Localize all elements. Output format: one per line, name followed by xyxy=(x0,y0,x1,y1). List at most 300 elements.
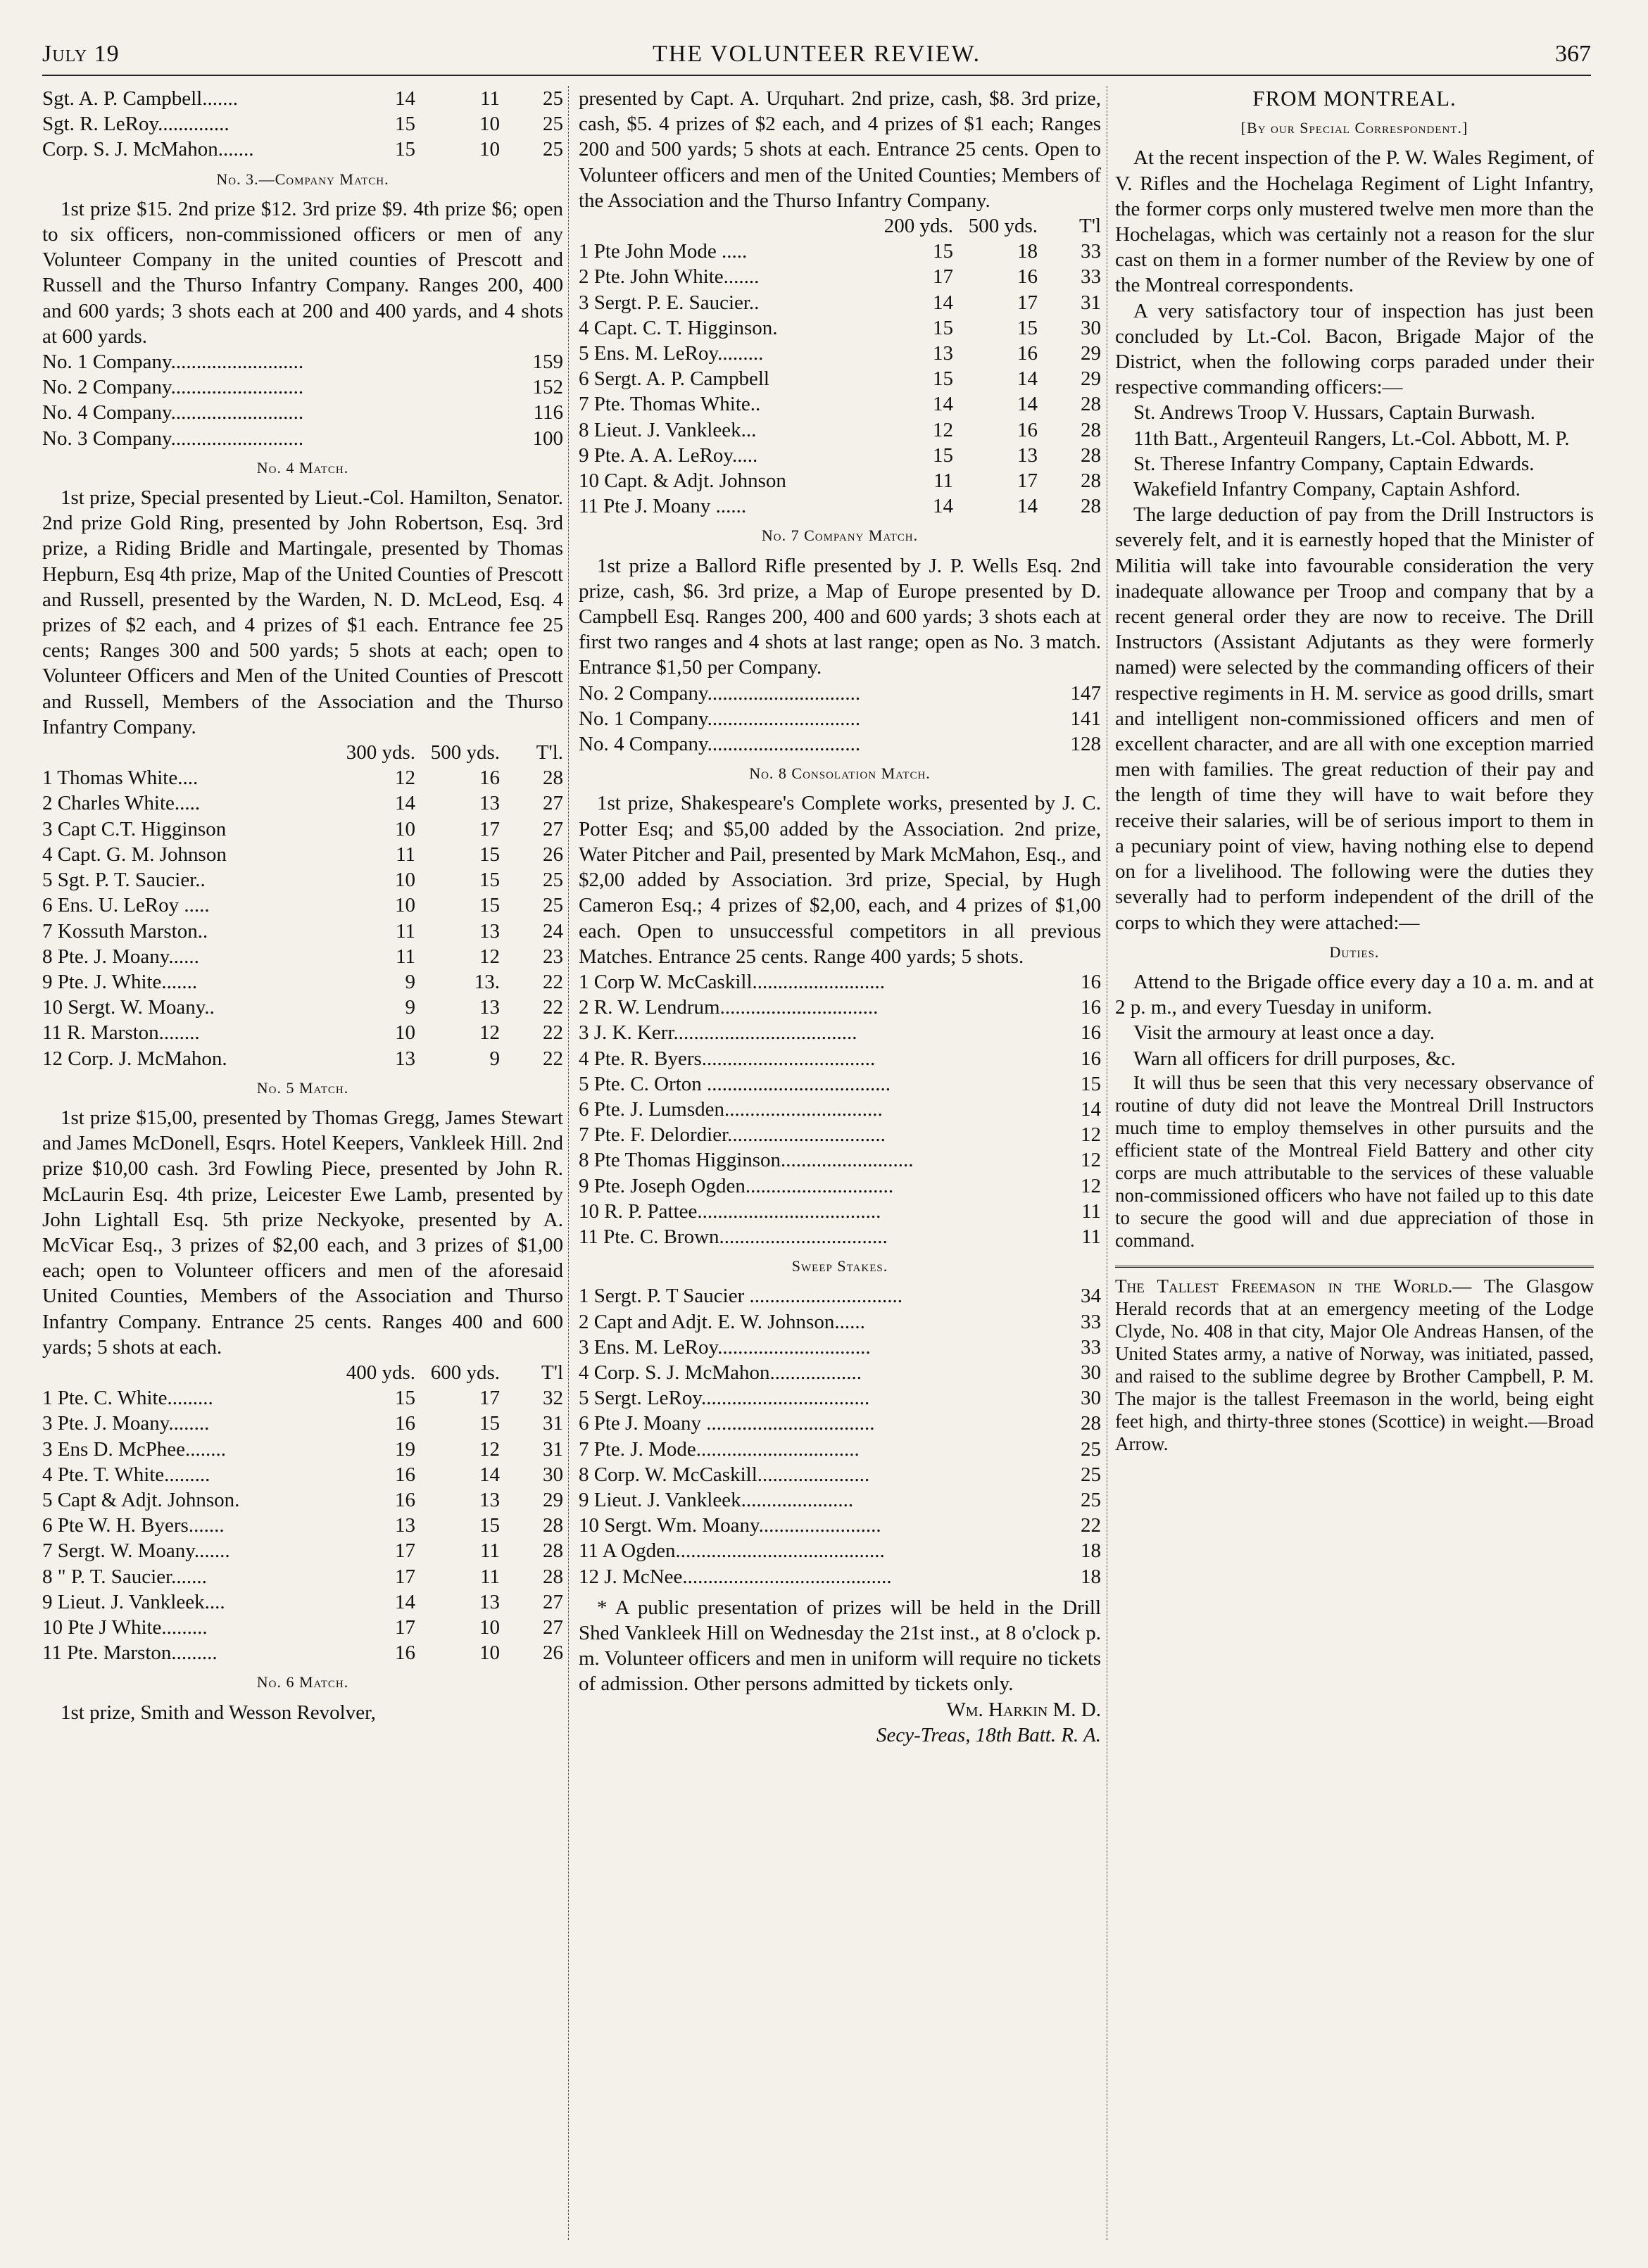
score-total: 25 xyxy=(1081,1488,1101,1511)
score-b: 17 xyxy=(479,1387,500,1410)
competitor-name: 8 " P. T. Saucier....... xyxy=(42,1565,207,1588)
competitor-name: 12 Corp. J. McMahon. xyxy=(42,1047,227,1070)
score-total: 33 xyxy=(1081,240,1101,263)
score-total: 28 xyxy=(1081,443,1101,467)
freemason-lead: The Tallest Freemason in the World.— xyxy=(1115,1275,1472,1297)
score-a: 17 xyxy=(933,265,953,289)
table-row xyxy=(579,1147,1101,1173)
competitor-name: 2 R. W. Lendrum............................... xyxy=(579,996,879,1019)
no3-text: 1st prize $15. 2nd prize $12. 3rd prize $9. 4th prize $6; open to six officers, non-commissioned officers or men of any Volunteer Company in the united counties of Prescott and Russell and the Thurso Infantry Company. Ranges 200, 400 and 600 yards; 3 shots each at 200 and 400 yards, and 4 shots at 600 yards. xyxy=(42,197,563,348)
score-total: 15 xyxy=(1081,1072,1101,1095)
competitor-name: 4 Pte. R. Byers.................................. xyxy=(579,1047,876,1070)
article-paragraph: 11th Batt., Argenteuil Rangers, Lt.-Col. Abbott, M. P. xyxy=(1133,427,1570,450)
article-title: FROM MONTREAL. xyxy=(1252,86,1457,111)
score-total: 12 xyxy=(1081,1149,1101,1172)
score-total: 141 xyxy=(1070,707,1101,730)
col-header-a: 400 yds. xyxy=(346,1361,415,1384)
score-a: 9 xyxy=(405,970,415,993)
competitor-name: 10 Sergt. Wm. Moany........................ xyxy=(579,1514,881,1537)
table-row xyxy=(579,315,1101,341)
no8-results xyxy=(579,969,1101,1249)
score-total: 18 xyxy=(1081,1565,1101,1588)
score-a: 14 xyxy=(933,495,953,518)
score-total: 28 xyxy=(543,1539,563,1563)
score-a: 13 xyxy=(395,1047,415,1070)
score-b: 10 xyxy=(479,113,500,136)
score-total: 22 xyxy=(543,996,563,1019)
table-row xyxy=(42,944,563,969)
score-b: 12 xyxy=(479,945,500,968)
score-total: 33 xyxy=(1081,265,1101,289)
sweep-results xyxy=(579,1283,1101,1589)
score-a: 11 xyxy=(396,945,415,968)
table-row xyxy=(579,493,1101,519)
table-row xyxy=(42,1462,563,1487)
score-b: 17 xyxy=(1017,470,1038,493)
score-total: 28 xyxy=(543,767,563,790)
competitor-name: No. 4 Company.............................. xyxy=(579,733,861,756)
score-total: 24 xyxy=(543,919,563,943)
col-header-a: 300 yds. xyxy=(346,741,415,764)
competitor-name: 6 Sergt. A. P. Campbell xyxy=(579,367,769,391)
score-total: 25 xyxy=(1081,1463,1101,1486)
competitor-name: 2 Pte. John White....... xyxy=(579,265,760,289)
table-row xyxy=(42,995,563,1020)
table-row xyxy=(579,341,1101,366)
score-total: 26 xyxy=(543,843,563,866)
score-a: 10 xyxy=(395,869,415,892)
table-row xyxy=(579,239,1101,264)
competitor-name: 2 Capt and Adjt. E. W. Johnson...... xyxy=(579,1310,865,1333)
score-a: 15 xyxy=(933,316,953,339)
competitor-name: 10 Capt. & Adjt. Johnson xyxy=(579,470,786,493)
competitor-name: 11 Pte. Marston......... xyxy=(42,1642,218,1665)
article-paragraph: A very satisfactory tour of inspection has just been concluded by Lt.-Col. Bacon, Brigade Major of the District, when the following corps paraded under their respective commanding officers:— xyxy=(1115,299,1594,399)
score-a: 15 xyxy=(395,1387,415,1410)
table-row xyxy=(42,1538,563,1563)
score-total: 29 xyxy=(1081,342,1101,365)
competitor-name: 9 Pte. Joseph Ogden............................. xyxy=(579,1174,894,1197)
score-b: 17 xyxy=(479,817,500,840)
score-total: 27 xyxy=(543,1590,563,1613)
table-row xyxy=(579,1283,1101,1309)
header-date: July 19 xyxy=(42,41,120,67)
table-row xyxy=(42,817,563,842)
table-row xyxy=(42,400,563,425)
competitor-name: 3 Sergt. P. E. Saucier.. xyxy=(579,291,760,314)
competitor-name: 3 Capt C.T. Higginson xyxy=(42,817,227,840)
table-row xyxy=(42,1615,563,1640)
table-row xyxy=(42,1046,563,1071)
table-row xyxy=(42,893,563,918)
score-b: 13 xyxy=(1017,443,1038,467)
column-divider-1 xyxy=(568,86,569,2240)
score-total: 27 xyxy=(543,817,563,840)
score-b: 15 xyxy=(479,869,500,892)
table-row xyxy=(42,842,563,867)
competitor-name: 8 Pte Thomas Higginson.......................... xyxy=(579,1149,914,1172)
score-total: 12 xyxy=(1081,1123,1101,1147)
table-row xyxy=(579,1487,1101,1513)
table-row xyxy=(42,426,563,451)
competitor-name: 9 Lieut. J. Vankleek...................... xyxy=(579,1488,854,1511)
table-row xyxy=(579,1538,1101,1563)
competitor-name: 1 Sergt. P. T Saucier .............................. xyxy=(579,1285,902,1308)
page-header xyxy=(42,41,1591,73)
score-total: 12 xyxy=(1081,1174,1101,1197)
score-b: 11 xyxy=(480,1565,500,1588)
no6-continued-text: presented by Capt. A. Urquhart. 2nd prize, cash, $8. 3rd prize, cash, $5. 4 prizes of $2 each, and 4 prizes of $1 each; Ranges 200 and 500 yards; 5 shots at each. Entrance 25 cents. Open to Volunteer officers and men of the United Counties; Members of the Association and the Thurso Infantry Company. xyxy=(579,87,1101,212)
score-total: 22 xyxy=(543,1047,563,1070)
score-a: 11 xyxy=(396,919,415,943)
no5-results xyxy=(42,1385,563,1665)
table-row xyxy=(579,468,1101,493)
table-row xyxy=(579,1564,1101,1589)
competitor-name: 11 R. Marston........ xyxy=(42,1021,200,1045)
score-total: 22 xyxy=(543,970,563,993)
competitor-name: 10 Sergt. W. Moany.. xyxy=(42,996,215,1019)
score-b: 10 xyxy=(479,1615,500,1639)
score-b: 13 xyxy=(479,1590,500,1613)
no5-text: 1st prize $15,00, presented by Thomas Gregg, James Stewart and James McDonell, Esqrs. Hotel Keepers, Vankleek Hill. 2nd prize $10,00 cash. 3rd Fowling Piece, presented by John R. McLaurin Esq. 4th prize, Leicester Ewe Lamb, presented by John Lightall Esq. 5th prize Neckyoke, presented by A. McVicar Esq., 3 prizes of $2,00 each, and 3 prizes of $1,00 each; open to Volunteer officers and men of the aforesaid United Counties, Members of the Association and Thurso Infantry Company. Entrance 25 cents. Ranges 400 and 600 yards; 5 shots at each. xyxy=(42,1106,563,1359)
score-total: 22 xyxy=(1081,1514,1101,1537)
score-b: 13. xyxy=(474,970,500,993)
score-a: 14 xyxy=(933,291,953,314)
no7-results xyxy=(579,681,1101,757)
score-a: 11 xyxy=(396,843,415,866)
score-a: 10 xyxy=(395,1021,415,1045)
no4-text: 1st prize, Special presented by Lieut.-Col. Hamilton, Senator. 2nd prize Gold Ring, presented by John Robertson, Esq. 3rd prize, a Riding Bridle and Martingale, presented by Thomas Hepburn, Esq 4th prize, Map of the United Counties of Prescott and Russell, presented by the Warden, N. D. McLeod, Esq. 4 prizes of $2 each, and 4 prizes of $1 each. Entrance fee 25 cents; Ranges 300 and 500 yards; 5 shots at each; open to Volunteer Officers and Men of the United Counties of Prescott and Russell, Members of the Association and the Thurso Infantry Company. xyxy=(42,486,563,738)
column-3 xyxy=(1115,86,1594,1455)
score-b: 13 xyxy=(479,996,500,1019)
score-a: 16 xyxy=(395,1488,415,1511)
score-total: 31 xyxy=(543,1412,563,1435)
score-a: 14 xyxy=(395,1590,415,1613)
score-b: 16 xyxy=(479,767,500,790)
score-total: 116 xyxy=(533,401,563,424)
table-row xyxy=(579,731,1101,757)
column-1 xyxy=(42,86,563,1725)
score-total: 34 xyxy=(1081,1285,1101,1308)
score-a: 17 xyxy=(395,1565,415,1588)
table-row xyxy=(42,1411,563,1436)
score-total: 23 xyxy=(543,945,563,968)
competitor-name: 7 Kossuth Marston.. xyxy=(42,919,208,943)
col-header-b: 500 yds. xyxy=(968,215,1038,238)
score-total: 28 xyxy=(543,1514,563,1537)
table-row xyxy=(42,349,563,374)
score-total: 16 xyxy=(1081,1047,1101,1070)
table-row xyxy=(579,969,1101,995)
score-a: 15 xyxy=(395,113,415,136)
score-a: 14 xyxy=(395,87,415,110)
table-row xyxy=(579,417,1101,443)
header-page-number: 367 xyxy=(1555,41,1591,67)
score-a: 11 xyxy=(933,470,953,493)
score-b: 15 xyxy=(479,843,500,866)
table-row xyxy=(579,995,1101,1020)
sweep-heading: Sweep Stakes. xyxy=(791,1257,888,1275)
score-total: 22 xyxy=(543,1021,563,1045)
score-b: 13 xyxy=(479,1488,500,1511)
score-total: 29 xyxy=(543,1488,563,1511)
competitor-name: 1 Pte John Mode ..... xyxy=(579,240,748,263)
score-a: 16 xyxy=(395,1642,415,1665)
score-total: 28 xyxy=(1081,1412,1101,1435)
col-header-a: 200 yds. xyxy=(883,215,953,238)
competitor-name: No. 2 Company.............................. xyxy=(579,681,861,705)
score-total: 30 xyxy=(543,1463,563,1486)
score-b: 14 xyxy=(1017,393,1038,416)
duties-heading: Duties. xyxy=(1329,943,1380,961)
competitor-name: 12 J. McNee......................................... xyxy=(579,1565,892,1588)
competitor-name: 9 Pte. A. A. LeRoy..... xyxy=(579,443,758,467)
score-total: 11 xyxy=(1081,1199,1101,1223)
score-total: 16 xyxy=(1081,1021,1101,1045)
score-a: 19 xyxy=(395,1437,415,1461)
score-a: 17 xyxy=(395,1539,415,1563)
score-a: 9 xyxy=(405,996,415,1019)
competitor-name: 6 Ens. U. LeRoy ..... xyxy=(42,894,210,917)
table-row xyxy=(42,137,563,162)
competitor-name: 11 Pte. C. Brown................................. xyxy=(579,1225,888,1248)
score-total: 29 xyxy=(1081,367,1101,391)
table-row xyxy=(579,1046,1101,1071)
header-title: THE VOLUNTEER REVIEW. xyxy=(652,41,981,67)
score-total: 25 xyxy=(543,87,563,110)
score-b: 10 xyxy=(479,1642,500,1665)
score-total: 25 xyxy=(543,894,563,917)
no3-heading: No. 3.—Company Match. xyxy=(216,170,389,188)
score-a: 15 xyxy=(395,138,415,161)
table-row xyxy=(42,790,563,816)
table-row xyxy=(42,1589,563,1615)
score-b: 14 xyxy=(1017,495,1038,518)
no4-column-headers xyxy=(42,740,563,765)
presentation-notice: * A public presentation of prizes will be held in the Drill Shed Vankleek Hill on Wednesday the 21st inst., at 8 o'clock p. m. Volunteer officers and men in uniform will require no tickets of admission. Other persons admitted by tickets only. xyxy=(579,1596,1101,1696)
competitor-name: 1 Pte. C. White......... xyxy=(42,1387,213,1410)
no5-column-headers xyxy=(42,1360,563,1385)
score-a: 12 xyxy=(933,418,953,441)
score-total: 147 xyxy=(1070,681,1101,705)
competitor-name: 5 Sergt. LeRoy................................. xyxy=(579,1387,870,1410)
competitor-name: 7 Pte. F. Delordier............................... xyxy=(579,1123,886,1147)
col-header-b: 500 yds. xyxy=(430,741,500,764)
score-a: 16 xyxy=(395,1463,415,1486)
score-a: 17 xyxy=(395,1615,415,1639)
score-total: 30 xyxy=(1081,316,1101,339)
duty-item: Warn all officers for drill purposes, &c. xyxy=(1133,1047,1456,1070)
table-row xyxy=(42,1020,563,1045)
competitor-name: 10 Pte J White......... xyxy=(42,1615,208,1639)
score-b: 9 xyxy=(489,1047,500,1070)
score-a: 15 xyxy=(933,443,953,467)
competitor-name: 10 R. P. Pattee.................................... xyxy=(579,1199,881,1223)
table-row xyxy=(42,765,563,790)
score-total: 28 xyxy=(1081,418,1101,441)
no6-results xyxy=(579,239,1101,519)
score-a: 15 xyxy=(933,240,953,263)
score-total: 28 xyxy=(543,1565,563,1588)
no6-heading: No. 6 Match. xyxy=(256,1673,349,1691)
competitor-name: 4 Capt. C. T. Higginson. xyxy=(579,316,778,339)
table-row xyxy=(42,1437,563,1462)
competitor-name: No. 1 Company.......................... xyxy=(42,351,304,374)
score-b: 10 xyxy=(479,138,500,161)
score-total: 28 xyxy=(1081,393,1101,416)
table-row xyxy=(579,1173,1101,1199)
competitor-name: 7 Pte. Thomas White.. xyxy=(579,393,761,416)
score-a: 13 xyxy=(933,342,953,365)
competitor-name: Sgt. R. LeRoy.............. xyxy=(42,113,229,136)
score-b: 15 xyxy=(479,1514,500,1537)
no4-heading: No. 4 Match. xyxy=(256,458,349,477)
no7-text: 1st prize a Ballord Rifle presented by J. P. Wells Esq. 2nd prize, cash, $6. 3rd prize, a Map of Europe presented by D. Campbell Esq. Ranges 200, 400 and 600 yards; 3 shots each at first two ranges and 4 shots at last range; open as No. 3 match. Entrance $1,50 per Company. xyxy=(579,554,1101,679)
score-b: 13 xyxy=(479,792,500,815)
no6-column-headers xyxy=(579,213,1101,239)
no8-text: 1st prize, Shakespeare's Complete works, presented by J. C. Potter Esq; and $5,00 added by the Association. 2nd prize, Water Pitcher and Pail, presented by Mark McMahon, Esq., and $2,00 added by Association. 3rd prize, Special, by Hugh Cameron Esq.; 4 prizes of $2,00, each, and 4 prizes of $1,00 each. Open to unsuccessful competitors in all previous Matches. Entrance 25 cents. Range 400 yards; 5 shots. xyxy=(579,792,1101,968)
competitor-name: 11 Pte J. Moany ...... xyxy=(579,495,747,518)
table-row xyxy=(579,443,1101,468)
table-row xyxy=(42,374,563,400)
no7-heading: No. 7 Company Match. xyxy=(761,527,919,545)
table-row xyxy=(42,867,563,893)
competitor-name: No. 2 Company.......................... xyxy=(42,376,304,399)
score-a: 10 xyxy=(395,894,415,917)
score-b: 11 xyxy=(480,87,500,110)
competitor-name: 5 Ens. M. LeRoy......... xyxy=(579,342,764,365)
score-b: 16 xyxy=(1017,342,1038,365)
table-row xyxy=(579,1437,1101,1462)
score-b: 11 xyxy=(480,1539,500,1563)
score-total: 14 xyxy=(1081,1097,1101,1121)
score-total: 33 xyxy=(1081,1310,1101,1333)
signature-title: Secy-Treas, 18th Batt. R. A. xyxy=(876,1723,1101,1746)
score-total: 28 xyxy=(1081,470,1101,493)
header-rule xyxy=(42,75,1591,76)
table-row xyxy=(579,1309,1101,1335)
table-row xyxy=(42,919,563,944)
competitor-name: 9 Lieut. J. Vankleek.... xyxy=(42,1590,225,1613)
competitor-name: 8 Lieut. J. Vankleek... xyxy=(579,418,757,441)
col-header-total: T'l xyxy=(1079,215,1101,238)
table-row xyxy=(42,969,563,995)
score-total: 32 xyxy=(543,1387,563,1410)
table-row xyxy=(579,366,1101,391)
score-total: 30 xyxy=(1081,1387,1101,1410)
competitor-name: 9 Pte. J. White....... xyxy=(42,970,198,993)
duty-item: Visit the armoury at least once a day. xyxy=(1133,1021,1435,1045)
freemason-text: The Glasgow Herald records that at an emergency meeting of the Lodge Clyde, No. 408 in that city, Major Ole Andreas Hansen, of the United States army, a native of Norway, was initiated, passed, and raised to the sublime degree by Brother Campbell, P. M. The major is the tallest Freemason in the world, being eight feet high, and thirty-three stones (Scottice) in weight.—Broad Arrow. xyxy=(1115,1275,1594,1454)
column-2 xyxy=(579,86,1101,1748)
score-a: 12 xyxy=(395,767,415,790)
competitor-name: 7 Sergt. W. Moany....... xyxy=(42,1539,230,1563)
score-a: 15 xyxy=(933,367,953,391)
no3-results xyxy=(42,349,563,451)
table-row xyxy=(42,1487,563,1513)
competitor-name: 1 Corp W. McCaskill.......................... xyxy=(579,970,886,993)
no6-text: 1st prize, Smith and Wesson Revolver, xyxy=(61,1701,376,1724)
score-b: 14 xyxy=(479,1463,500,1486)
competitor-name: 2 Charles White..... xyxy=(42,792,201,815)
score-a: 14 xyxy=(933,393,953,416)
score-total: 25 xyxy=(1081,1437,1101,1461)
score-total: 128 xyxy=(1070,733,1101,756)
score-total: 100 xyxy=(532,427,563,450)
competitor-name: 6 Pte. J. Lumsden............................... xyxy=(579,1097,883,1121)
score-b: 15 xyxy=(479,1412,500,1435)
score-b: 18 xyxy=(1017,240,1038,263)
article-divider xyxy=(1115,1266,1594,1268)
table-row xyxy=(42,1513,563,1538)
table-row xyxy=(579,1462,1101,1487)
duty-conclusion: It will thus be seen that this very necessary observance of routine of duty did not leave the Montreal Drill Instructors much time to employ themselves in other pursuits and the efficient state of the Montreal Field Battery and other city corps are much attributable to the services of these valuable non-commissioned officers who have not failed up to this date to secure the good will and due appreciation of those in command. xyxy=(1115,1071,1594,1251)
competitor-name: 3 Ens D. McPhee........ xyxy=(42,1437,226,1461)
score-a: 16 xyxy=(395,1412,415,1435)
signature-name: Wm. Harkin M. D. xyxy=(946,1698,1101,1721)
table-row xyxy=(579,1097,1101,1122)
score-total: 16 xyxy=(1081,996,1101,1019)
score-table-top xyxy=(42,86,563,163)
competitor-name: 3 Ens. M. LeRoy.............................. xyxy=(579,1335,871,1359)
no4-results xyxy=(42,765,563,1071)
table-row xyxy=(579,681,1101,706)
competitor-name: 7 Pte. J. Mode................................ xyxy=(579,1437,860,1461)
col-header-total: T'l xyxy=(541,1361,563,1384)
col-header-b: 600 yds. xyxy=(430,1361,500,1384)
competitor-name: 5 Capt & Adjt. Johnson. xyxy=(42,1488,240,1511)
table-row xyxy=(579,1385,1101,1411)
competitor-name: 5 Sgt. P. T. Saucier.. xyxy=(42,869,206,892)
competitor-name: 5 Pte. C. Orton .................................... xyxy=(579,1072,891,1095)
competitor-name: 4 Capt. G. M. Johnson xyxy=(42,843,227,866)
table-row xyxy=(579,1513,1101,1538)
table-row xyxy=(579,1360,1101,1385)
score-total: 33 xyxy=(1081,1335,1101,1359)
table-row xyxy=(42,1640,563,1665)
table-row xyxy=(42,86,563,111)
col-header-total: T'l. xyxy=(536,741,563,764)
score-total: 25 xyxy=(543,113,563,136)
score-total: 18 xyxy=(1081,1539,1101,1563)
score-total: 152 xyxy=(532,376,563,399)
score-b: 17 xyxy=(1017,291,1038,314)
score-total: 25 xyxy=(543,138,563,161)
competitor-name: 6 Pte W. H. Byers....... xyxy=(42,1514,225,1537)
table-row xyxy=(579,1020,1101,1045)
article-paragraph: St. Therese Infantry Company, Captain Edwards. xyxy=(1133,452,1535,475)
article-paragraph: At the recent inspection of the P. W. Wales Regiment, of V. Rifles and the Hochelaga Regiment of Light Infantry, the former corps only mustered twelve men more than the Hochelagas, which was certainly not a reason for the slur cast on them in a former number of the Review by one of the Montreal correspondents. xyxy=(1115,146,1594,297)
competitor-name: 3 J. K. Kerr.................................... xyxy=(579,1021,857,1045)
table-row xyxy=(579,706,1101,731)
competitor-name: 6 Pte J. Moany ................................. xyxy=(579,1412,875,1435)
table-row xyxy=(579,1335,1101,1360)
score-total: 31 xyxy=(543,1437,563,1461)
article-paragraph: The large deduction of pay from the Drill Instructors is severely felt, and it is earnestly hoped that the Minister of Militia will take into favourable consideration the very inadequate allowance per Troop and company that by a recent general order they are now to receive. The Drill Instructors (Assistant Adjutants as they were formerly named) were selected by the commanding officers of their respective regiments in H. M. service as good drills, smart and intelligent non-commissioned officers and men of excellent character, and are all with one exception married men with families. The great reduction of their pay and the length of time they will have to wait before they receive their salaries, will be of serious import to them in a pecuniary point of view, having nothing else to depend on for a livelihood. The following were the duties they severally had to perform independent of the drill of the corps to which they were attached:— xyxy=(1115,503,1594,934)
score-a: 13 xyxy=(395,1514,415,1537)
table-row xyxy=(579,1199,1101,1224)
score-total: 31 xyxy=(1081,291,1101,314)
duty-item: Attend to the Brigade office every day a 10 a. m. and at 2 p. m., and every Tuesday in uniform. xyxy=(1115,970,1594,1019)
table-row xyxy=(579,1122,1101,1147)
table-row xyxy=(42,1385,563,1411)
no8-heading: No. 8 Consolation Match. xyxy=(749,764,931,783)
competitor-name: 8 Corp. W. McCaskill...................... xyxy=(579,1463,870,1486)
score-b: 15 xyxy=(479,894,500,917)
score-total: 25 xyxy=(543,869,563,892)
score-total: 27 xyxy=(543,1615,563,1639)
competitor-name: No. 1 Company.............................. xyxy=(579,707,861,730)
